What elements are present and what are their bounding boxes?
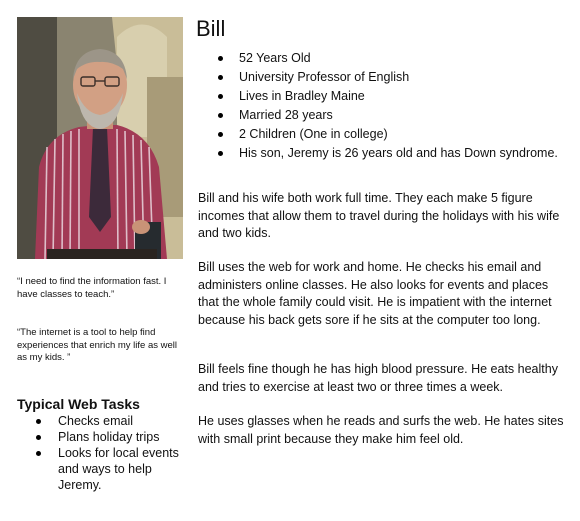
paragraph-work: Bill and his wife both work full time. They each make 5 figure incomes that allow them to travel during the holidays with his wife and two kids.	[198, 191, 560, 240]
list-item: Lives in Bradley Maine	[198, 87, 578, 106]
paragraph-glasses: He uses glasses when he reads and surfs the web. He hates sites with small print because they make him feel old.	[198, 414, 564, 446]
quote-internet-tool: “The internet is a tool to help find experiences that enrich my life as well as my kids. ”	[17, 327, 177, 363]
facts-list	[198, 49, 578, 163]
profile-photo	[17, 17, 183, 259]
list-item: Married 28 years	[198, 106, 578, 125]
list-item: Checks email	[18, 413, 188, 429]
paragraph-web-usage: Bill uses the web for work and home. He checks his email and administers online classes. He also looks for events and places that the whole family could visit. He is impatient with the internet because his back gets sore if he sits at the computer too long.	[198, 260, 552, 327]
list-item: Looks for local events and ways to help Jeremy.	[18, 445, 188, 493]
paragraph-health: Bill feels fine though he has high blood pressure. He eats healthy and tries to exercise at least two or three times a week.	[198, 362, 558, 394]
list-item: His son, Jeremy is 26 years old and has Down syndrome.	[198, 144, 578, 163]
portrait-illustration	[17, 17, 183, 259]
tasks-list	[18, 413, 188, 493]
list-item: Plans holiday trips	[18, 429, 188, 445]
list-item: 2 Children (One in college)	[198, 125, 578, 144]
list-item: University Professor of English	[198, 68, 578, 87]
persona-name: Bill	[196, 16, 226, 41]
quote-information-fast: “I need to find the information fast. I have classes to teach.”	[17, 276, 167, 300]
list-item: 52 Years Old	[198, 49, 578, 68]
tasks-heading: Typical Web Tasks	[17, 396, 140, 412]
